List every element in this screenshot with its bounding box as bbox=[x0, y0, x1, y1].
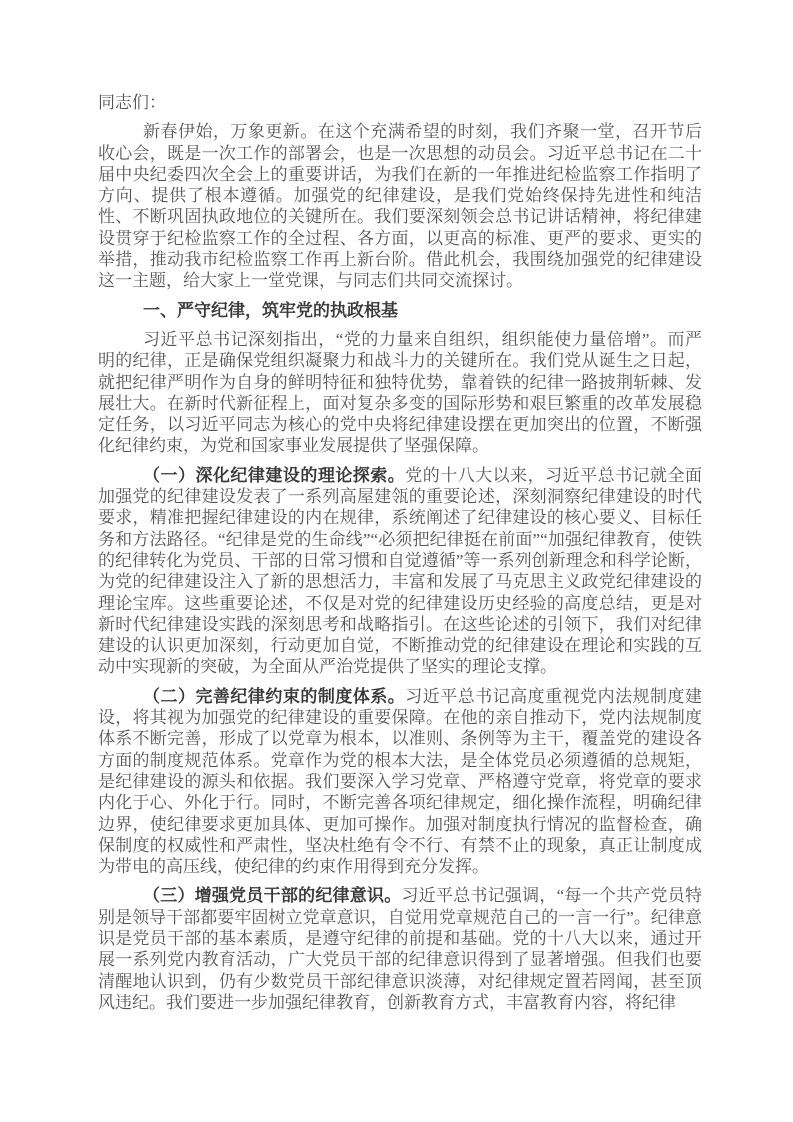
subsection-1-body: 党的十八大以来，习近平总书记就全面加强党的纪律建设发表了一系列高屋建瓴的重要论述，深刻洞察纪律建设的时代要求，精准把握纪律建设的内在规律，系统阐述了纪律建设的核心要义、目标任务和方法路径。“纪律是党的生命线”“必须把纪律挺在前面”“加强纪律教育，使铁的纪律转化为党员、干部的日常习惯和自觉遵循”等一系列创新理念和科学论断，为党的纪律建设注入了新的思想活力，丰富和发展了马克思主义政党纪律建设的理论宝库。这些重要论述，不仅是对党的纪律建设历史经验的高度总结，更是对新时代纪律建设实践的深刻思考和战略指引。在这些论述的引领下，我们对纪律建设的认识更加深刻，行动更加自觉，不断推动党的纪律建设在理论和实践的互动中实现新的突破，为全面从严治党提供了坚实的理论支撑。 bbox=[98, 465, 703, 677]
salutation-line: 同志们： bbox=[98, 93, 166, 112]
subsection-3-body: 习近平总书记强调，“每一个共产党员特别是领导干部都要牢固树立党章意识，自觉用党章规范自己的一言一行”。纪律意识是党员干部的基本素质，是遵守纪律的前提和基础。党的十八大以来，通过开展一系列党内教育活动，广大党员干部的纪律意识得到了显著增强。但我们也要清醒地认识到，仍有少数党员干部纪律意识淡薄，对纪律规定置若罔闻，甚至顶风违纪。我们要进一步加强纪律教育，创新教育方式，丰富教育内容，将纪律 bbox=[98, 886, 703, 1012]
subsection-paragraph-3 bbox=[98, 885, 702, 1013]
subsection-2-lead: （二）完善纪律约束的制度体系。 bbox=[143, 686, 406, 706]
subsection-2-body: 习近平总书记高度重视党内法规制度建设，将其视为加强党的纪律建设的重要保障。在他的亲自推动下，党内法规制度体系不断完善，形成了以党章为根本，以准则、条例等为主干，覆盖党的建设各方面的制度规范体系。党章作为党的根本大法，是全体党员必须遵循的总规矩，是纪律建设的源头和依据。我们要深入学习党章、严格遵守党章，将党章的要求内化于心、外化于行。同时，不断完善各项纪律规定，细化操作流程，明确纪律边界，使纪律要求更加具体、更加可操作。加强对制度执行情况的监督检查，确保制度的权威性和严肃性，坚决杜绝有令不行、有禁不止的现象，真正让制度成为带电的高压线，使纪律的约束作用得到充分发挥。 bbox=[98, 686, 703, 877]
section-one-heading: 一、严守纪律，筑牢党的执政根基 bbox=[143, 300, 398, 320]
opening-paragraph: 新春伊始，万象更新。在这个充满希望的时刻，我们齐聚一堂，召开节后收心会，既是一次工作的部署会，也是一次思想的动员会。习近平总书记在二十届中央纪委四次全会上的重要讲话，为我们在新的一年推进纪检监察工作指明了方向、提供了根本遵循。加强党的纪律建设，是我们党始终保持先进性和纯洁性、不断巩固执政地位的关键所在。我们要深刻领会总书记讲话精神，将纪律建设贯穿于纪检监察工作的全过程、各方面，以更高的标准、更严的要求、更实的举措，推动我市纪检监察工作再上新台阶。借此机会，我围绕加强党的纪律建设这一主题，给大家上一堂党课，与同志们共同交流探讨。 bbox=[98, 122, 702, 291]
subsection-paragraph-2 bbox=[98, 686, 702, 878]
subsection-paragraph-1 bbox=[98, 465, 702, 678]
subsection-3-lead: （三）增强党员干部的纪律意识。 bbox=[143, 886, 402, 906]
section-one-intro-paragraph: 习近平总书记深刻指出，“党的力量来自组织，组织能使力量倍增”。而严明的纪律，正是确保党组织凝聚力和战斗力的关键所在。我们党从诞生之日起，就把纪律严明作为自身的鲜明特征和独特优势，靠着铁的纪律一路披荆斩棘、发展壮大。在新时代新征程上，面对复杂多变的国际形势和艰巨繁重的改革发展稳定任务，以习近平同志为核心的党中央将纪律建设摆在更加突出的位置，不断强化纪律约束，为党和国家事业发展提供了坚强保障。 bbox=[98, 329, 702, 456]
subsection-1-lead: （一）深化纪律建设的理论探索。 bbox=[143, 465, 406, 485]
